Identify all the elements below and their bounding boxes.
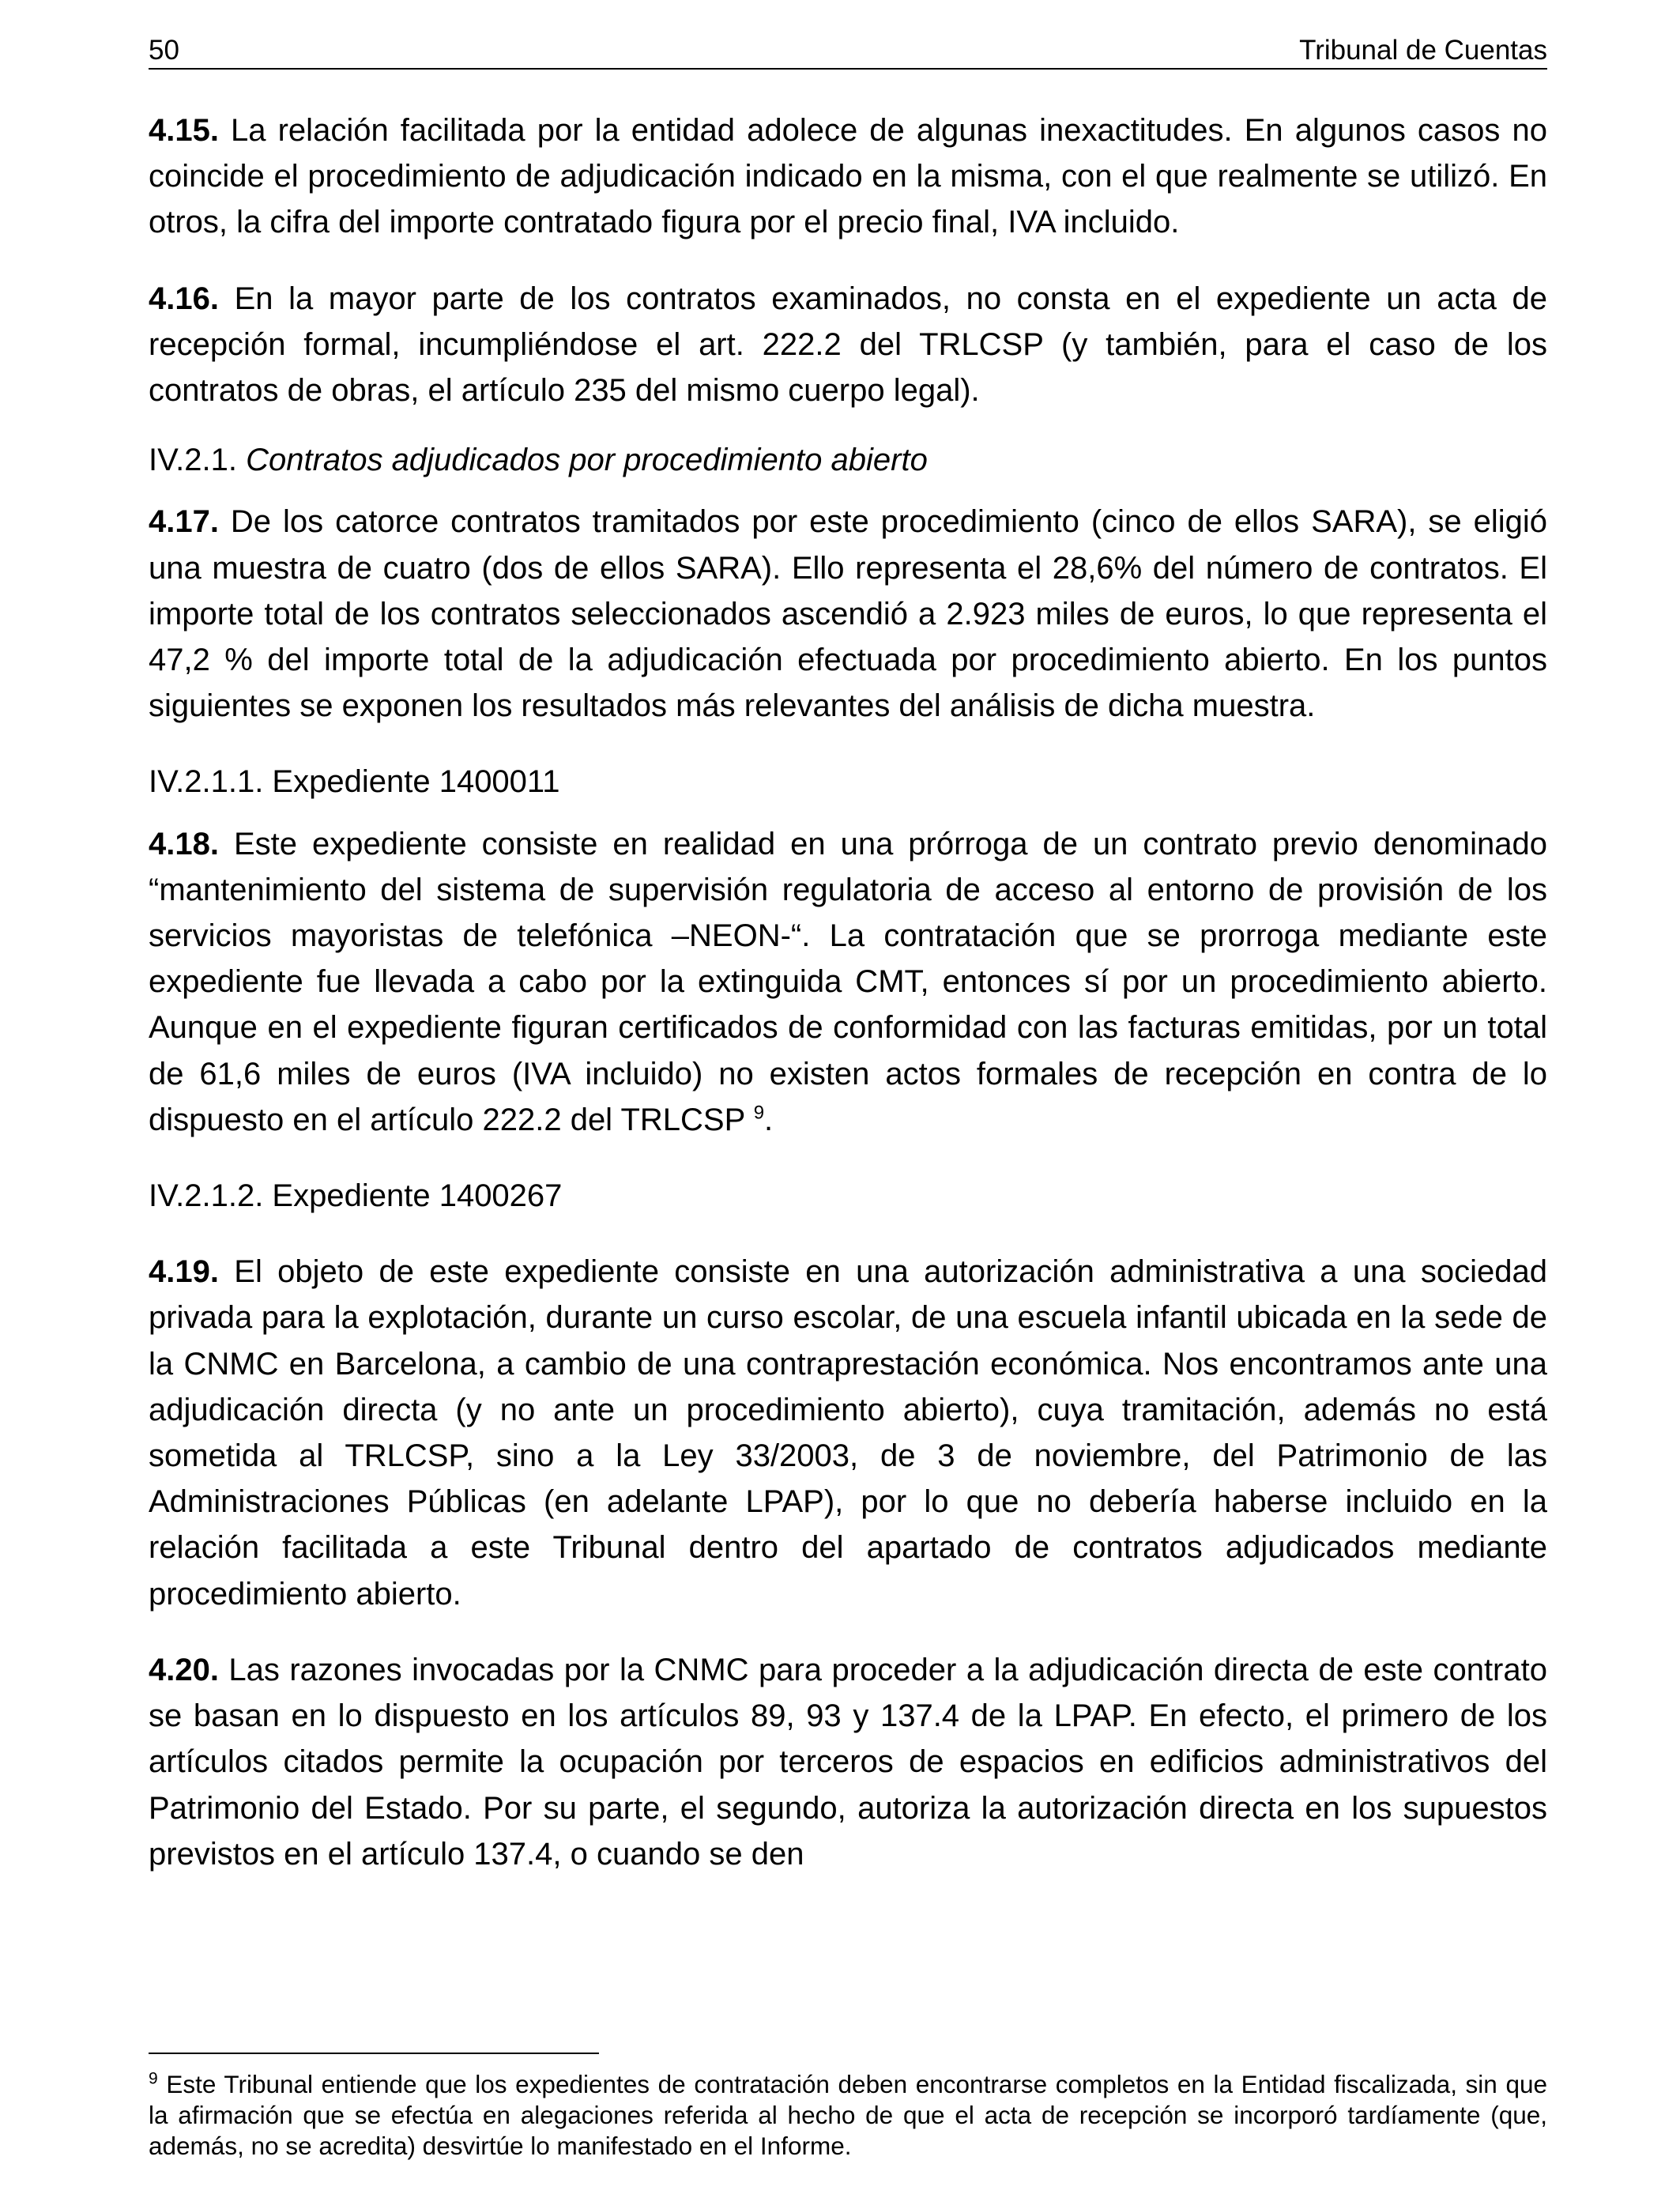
header-title: Tribunal de Cuentas xyxy=(1299,35,1547,66)
paragraph-4-16 xyxy=(149,276,1547,414)
paragraph-end: . xyxy=(764,1102,774,1137)
footnote-reference: 9 xyxy=(753,1102,765,1124)
document-page xyxy=(149,0,1547,2194)
paragraph-4-18 xyxy=(149,821,1547,1143)
section-heading-iv-2-1 xyxy=(149,437,1547,483)
paragraph-4-20 xyxy=(149,1647,1547,1877)
paragraph-number: 4.17. xyxy=(149,504,219,540)
paragraph-text: El objeto de este expediente consiste en una autorización administrativa a una sociedad privada para la explotación, durante un curso escolar, de una escuela infantil ubicada en la sede de la CNMC en Barcelona, a cambio de una contraprestación económica. Nos encontramos ante una adjudicación directa (y no ante un procedimiento abierto), cuya tramitación, además no está sometida al TRLCSP, sino a la Ley 33/2003, de 3 de noviembre, del Patrimonio de las Administraciones Públicas (en adelante LPAP), por lo que no debería haberse incluido en la relación facilitada a este Tribunal dentro del apartado de contratos adjudicados mediante procedimiento abierto. xyxy=(149,1254,1547,1612)
paragraph-text: De los catorce contratos tramitados por este procedimiento (cinco de ellos SARA), se eligió una muestra de cuatro (dos de ellos SARA). Ello representa el 28,6% del número de contratos. El importe total de los contratos seleccionados ascendió a 2.923 miles de euros, lo que representa el 47,2 % del importe total de la adjudicación efectuada por procedimiento abierto. En los puntos siguientes se exponen los resultados más relevantes del análisis de dicha muestra. xyxy=(149,504,1547,724)
paragraph-4-19 xyxy=(149,1249,1547,1617)
section-number: IV.2.1. xyxy=(149,443,237,478)
section-title: Contratos adjudicados por procedimiento abierto xyxy=(246,443,928,478)
paragraph-number: 4.20. xyxy=(149,1652,219,1687)
paragraph-4-17 xyxy=(149,499,1547,729)
paragraph-text: Este expediente consiste en realidad en una prórroga de un contrato previo denominado “mantenimiento del sistema de supervisión regulatoria de acceso al entorno de provisión de los servicios mayoristas de telefónica –NEON-“. La contratación que se prorroga mediante este expediente fue llevada a cabo por la extinguida CMT, entonces sí por un procedimiento abierto. Aunque en el expediente figuran certificados de conformidad con las facturas emitidas, por un total de 61,6 miles de euros (IVA incluido) no existen actos formales de recepción en contra de lo dispuesto en el artículo 222.2 del TRLCSP xyxy=(149,826,1547,1137)
footnote xyxy=(149,2069,1547,2162)
document-body xyxy=(149,107,1547,1877)
paragraph-number: 4.15. xyxy=(149,113,219,148)
section-heading-iv-2-1-2: IV.2.1.2. Expediente 1400267 xyxy=(149,1178,563,1214)
footnote-divider xyxy=(149,2053,599,2054)
footnote-mark: 9 xyxy=(149,2069,158,2088)
paragraph-number: 4.16. xyxy=(149,281,219,316)
page-header xyxy=(149,33,1547,70)
paragraph-text: En la mayor parte de los contratos examinados, no consta en el expediente un acta de recepción formal, incumpliéndose el art. 222.2 del TRLCSP (y también, para el caso de los contratos de obras, el artículo 235 del mismo cuerpo legal). xyxy=(149,281,1547,409)
paragraph-text: La relación facilitada por la entidad adolece de algunas inexactitudes. En algunos casos no coincide el procedimiento de adjudicación indicado en la misma, con el que realmente se utilizó. En otros, la cifra del importe contratado figura por el precio final, IVA incluido. xyxy=(149,113,1547,240)
page-number: 50 xyxy=(149,35,179,66)
paragraph-number: 4.18. xyxy=(149,826,219,861)
paragraph-number: 4.19. xyxy=(149,1254,219,1290)
paragraph-4-15 xyxy=(149,107,1547,246)
section-heading-iv-2-1-1: IV.2.1.1. Expediente 1400011 xyxy=(149,764,560,800)
paragraph-text: Las razones invocadas por la CNMC para proceder a la adjudicación directa de este contrato se basan en lo dispuesto en los artículos 89, 93 y 137.4 de la LPAP. En efecto, el primero de los artículos citados permite la ocupación por terceros de espacios en edificios administrativos del Patrimonio del Estado. Por su parte, el segundo, autoriza la autorización directa en los supuestos previstos en el artículo 137.4, o cuando se den xyxy=(149,1652,1547,1872)
footnote-text: Este Tribunal entiende que los expedientes de contratación deben encontrarse completos en la Entidad fiscalizada, sin que la afirmación que se efectúa en alegaciones referida al hecho de que el acta de recepción se incorporó tardíamente (que, además, no se acredita) desvirtúe lo manifestado en el Informe. xyxy=(149,2070,1547,2160)
